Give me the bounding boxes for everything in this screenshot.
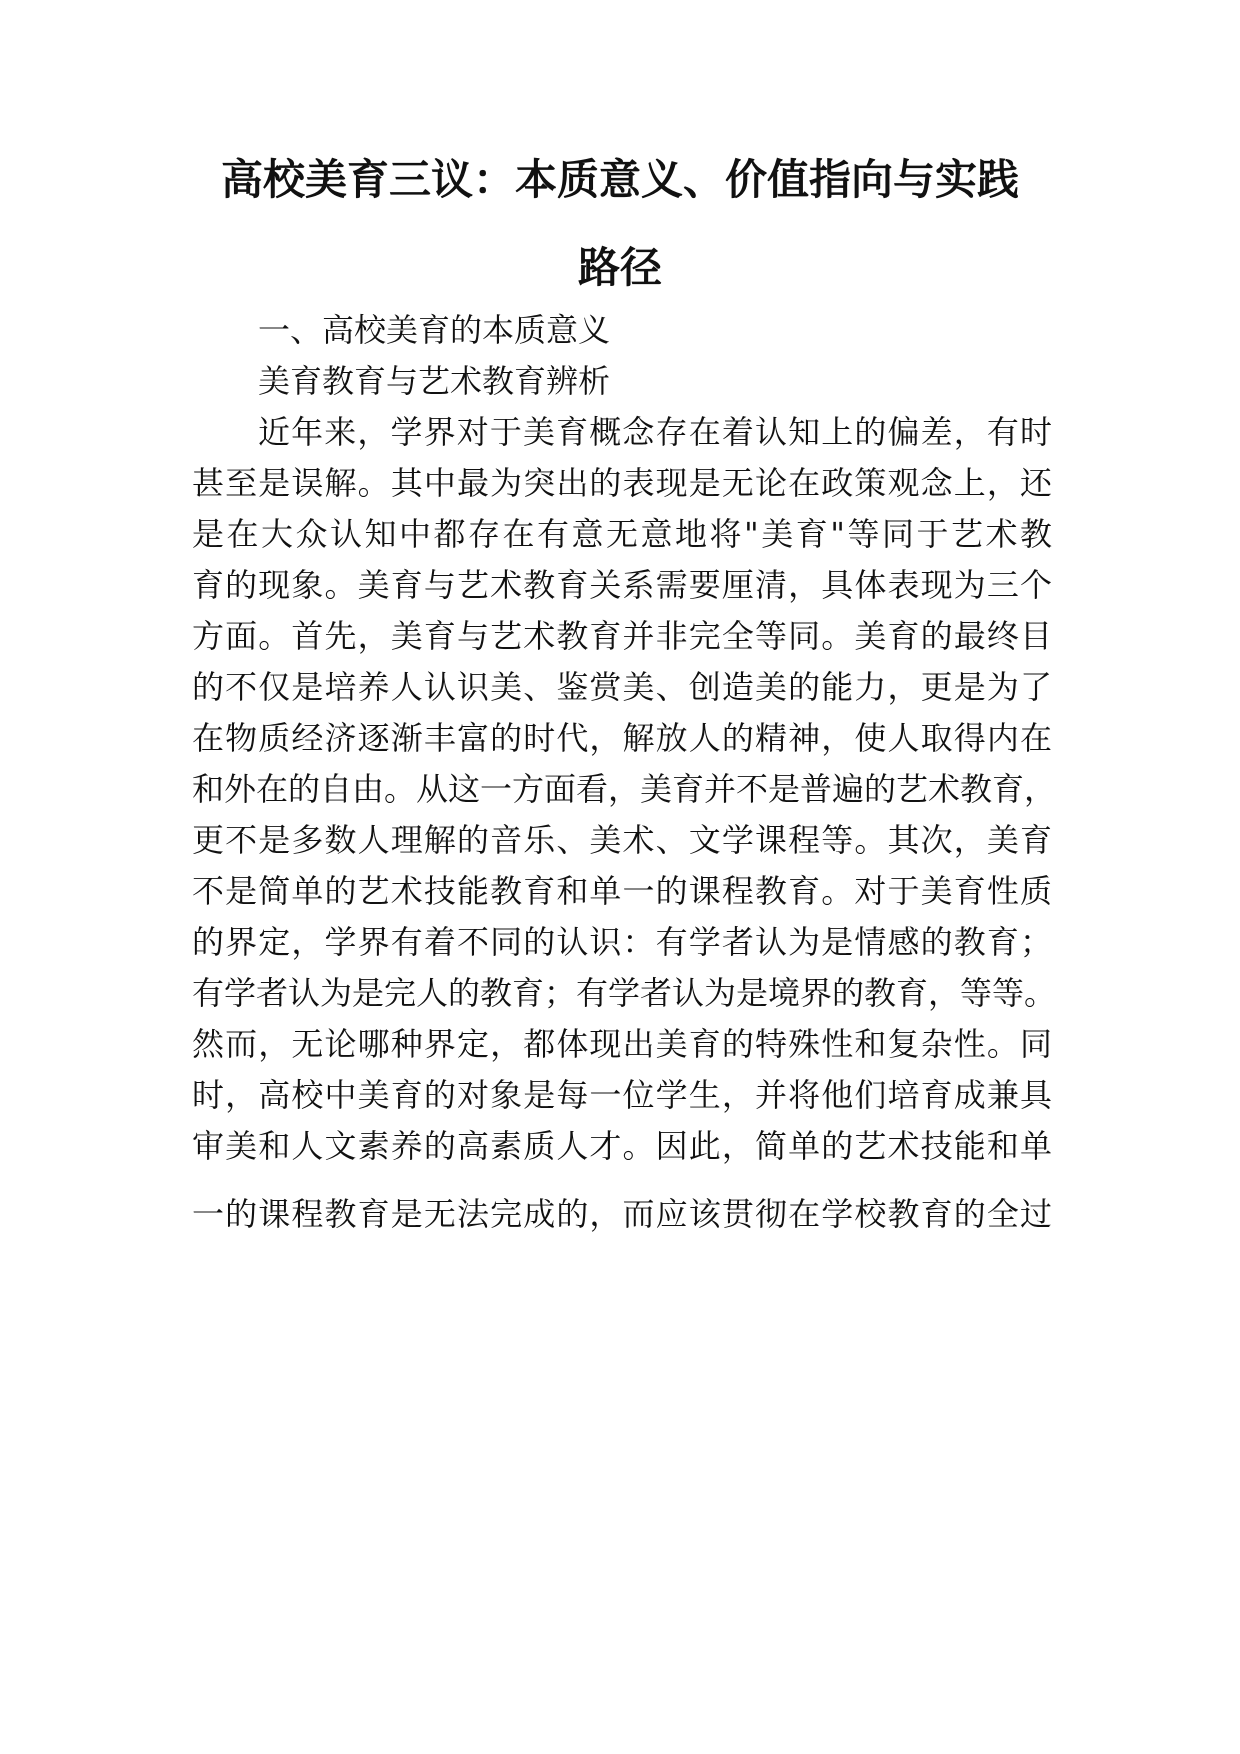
paragraph-line: 和外在的自由。从这一方面看，美育并不是普遍的艺术教育， xyxy=(192,770,1057,808)
paragraph-line: 的界定，学界有着不同的认识：有学者认为是情感的教育； xyxy=(192,923,1052,961)
paragraph-line: 近年来，学界对于美育概念存在着认知上的偏差，有时 xyxy=(258,413,1052,451)
paragraph-line: 然而，无论哪种界定，都体现出美育的特殊性和复杂性。同 xyxy=(192,1025,1052,1063)
paragraph-line: 不是简单的艺术技能教育和单一的课程教育。对于美育性质 xyxy=(192,872,1052,910)
paragraph-line: 是在大众认知中都存在有意无意地将"美育"等同于艺术教 xyxy=(192,515,1052,553)
subsection-heading: 美育教育与艺术教育辨析 xyxy=(258,362,611,400)
paragraph-line: 甚至是误解。其中最为突出的表现是无论在政策观念上，还 xyxy=(192,464,1052,502)
paragraph-line: 的不仅是培养人认识美、鉴赏美、创造美的能力，更是为了 xyxy=(192,668,1052,706)
paragraph-line: 有学者认为是完人的教育；有学者认为是境界的教育，等等。 xyxy=(192,974,1057,1012)
section-heading: 一、高校美育的本质意义 xyxy=(258,311,611,349)
paragraph-line: 在物质经济逐渐丰富的时代，解放人的精神，使人取得内在 xyxy=(192,719,1052,757)
paragraph-line: 育的现象。美育与艺术教育关系需要厘清，具体表现为三个 xyxy=(192,566,1052,604)
paragraph-line: 审美和人文素养的高素质人才。因此，简单的艺术技能和单 xyxy=(192,1127,1052,1165)
paragraph-line: 更不是多数人理解的音乐、美术、文学课程等。其次，美育 xyxy=(192,821,1052,859)
paragraph-line: 方面。首先，美育与艺术教育并非完全等同。美育的最终目 xyxy=(192,617,1052,655)
document-title-line-2: 路径 xyxy=(577,243,662,292)
paragraph-line: 时，高校中美育的对象是每一位学生，并将他们培育成兼具 xyxy=(192,1076,1052,1114)
paragraph-line: 一的课程教育是无法完成的，而应该贯彻在学校教育的全过 xyxy=(192,1195,1052,1233)
document-title-line-1: 高校美育三议：本质意义、价值指向与实践 xyxy=(220,155,1019,204)
